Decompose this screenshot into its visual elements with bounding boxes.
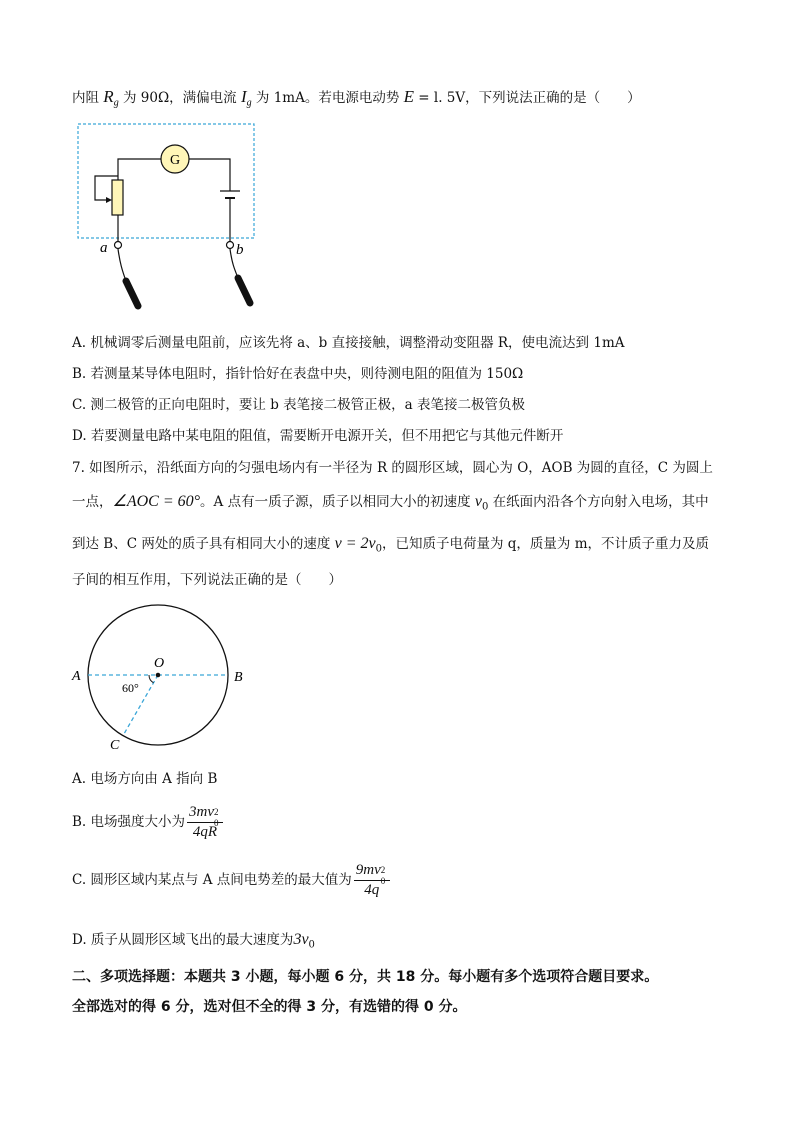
probe-a-icon bbox=[126, 281, 138, 306]
q7-stem-line3: 到达 B、C 两处的质子具有相同大小的速度 $v = 2v_0$，已知质子电荷量为 q，质量为 m，不计质子重力及质 bbox=[72, 535, 710, 555]
label-b: B bbox=[234, 670, 243, 685]
q7-option-a: A. 电场方向由 A 指向 B bbox=[72, 771, 218, 787]
angle-arc bbox=[149, 675, 154, 683]
emf-symbol: E bbox=[403, 87, 415, 106]
q6-stem bbox=[72, 86, 641, 109]
q6-stem-prefix: 内阻 bbox=[72, 90, 99, 106]
ig-subscript: g bbox=[246, 97, 252, 109]
q7-option-b: B. 电场强度大小为 3mv 2 0 4qR bbox=[72, 804, 223, 841]
ig-text: 为 1mA。若电源电动势 bbox=[251, 90, 404, 106]
q6-option-d: D. 若要测量电路中某电阻的阻值，需要断开电源开关，但不用把它与其他元件断开 bbox=[72, 428, 564, 444]
slider-arrow-icon bbox=[106, 197, 112, 203]
section2-heading-line1: 二、多项选择题：本题共 3 小题，每小题 6 分，共 18 分。每小题有多个选项符合题目要求。 bbox=[72, 969, 659, 985]
q7-option-d: D. 质子从圆形区域飞出的最大速度为$3v_0$ bbox=[72, 931, 315, 951]
rg-symbol: R bbox=[103, 87, 114, 106]
q7-stem-line4: 子间的相互作用，下列说法正确的是（ ） bbox=[72, 572, 342, 588]
q7-stem-line1: 7. 如图所示，沿纸面方向的匀强电场内有一半径为 R 的圆形区域，圆心为 O，AOB 为圆的直径，C 为圆上 bbox=[72, 460, 713, 476]
terminal-b-label: b bbox=[236, 242, 244, 258]
terminal-a-icon bbox=[115, 242, 122, 249]
rg-text: 为 90Ω，满偏电流 bbox=[118, 90, 241, 106]
dashed-box bbox=[78, 124, 254, 238]
max-speed-value: 3v bbox=[293, 931, 309, 948]
terminal-a-label: a bbox=[100, 240, 108, 256]
ig-symbol: I bbox=[240, 87, 247, 106]
angle-label: 60° bbox=[122, 681, 139, 695]
galvanometer-label: G bbox=[169, 153, 181, 168]
q7-stem-line2: 一点，∠AOC = 60°。A 点有一质子源，质子以相同大小的初速度 $v_0$ 在纸面内沿各个方向射入电场，其中 bbox=[72, 493, 709, 513]
rheostat-icon bbox=[112, 180, 123, 215]
q7-option-c: C. 圆形区域内某点与 A 点间电势差的最大值为 9mv 2 0 4q bbox=[72, 862, 390, 899]
wire-top-left bbox=[118, 159, 161, 176]
rg-subscript: g bbox=[113, 97, 119, 109]
angle-aoc-equation: ∠AOC = 60° bbox=[112, 493, 201, 510]
wire-top-right bbox=[189, 159, 230, 191]
center-dot bbox=[156, 673, 161, 678]
q6-option-a: A. 机械调零后测量电阻前，应该先将 a、b 直接接触，调整滑动变阻器 R，使电流达到 1mA bbox=[72, 335, 625, 351]
speed-equation: v = 2v bbox=[334, 535, 376, 552]
label-o: O bbox=[154, 656, 165, 671]
field-strength-fraction: 3mv 2 0 4qR bbox=[187, 804, 223, 841]
q6-option-c: C. 测二极管的正向电阻时，要让 b 表笔接二极管正极，a 表笔接二极管负极 bbox=[72, 397, 525, 413]
circle-field-figure bbox=[66, 600, 256, 760]
terminal-b-icon bbox=[227, 242, 234, 249]
label-c: C bbox=[110, 738, 120, 753]
probe-b-icon bbox=[238, 278, 250, 303]
emf-text: = l. 5V，下列说法正确的是（ ） bbox=[414, 90, 641, 106]
section2-heading-line2: 全部选对的得 6 分，选对但不全的得 3 分，有选错的得 0 分。 bbox=[72, 999, 467, 1015]
lead-a bbox=[118, 249, 126, 281]
label-a: A bbox=[72, 669, 81, 684]
potential-difference-fraction: 9mv 2 0 4q bbox=[354, 862, 390, 899]
ohmmeter-circuit-figure bbox=[70, 118, 270, 318]
q6-option-b: B. 若测量某导体电阻时，指针恰好在表盘中央，则待测电阻的阻值为 150Ω bbox=[72, 366, 524, 382]
